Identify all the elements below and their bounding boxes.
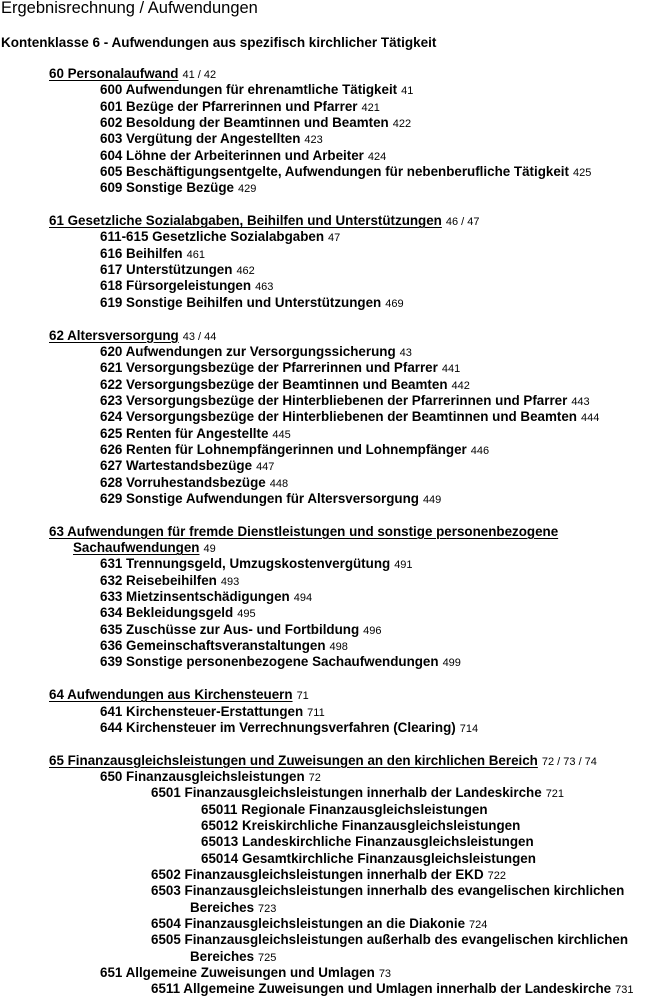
account-entry bbox=[100, 99, 380, 116]
account-label: 628 Vorruhestandsbezüge bbox=[100, 474, 266, 490]
reference-number: 493 bbox=[220, 575, 240, 588]
account-entry bbox=[100, 278, 273, 295]
account-label: 6511 Allgemeine Zuweisungen und Umlagen innerhalb der Landeskirche bbox=[151, 981, 612, 997]
account-entry bbox=[100, 605, 256, 622]
reference-number: 425 bbox=[572, 166, 592, 179]
account-label: 604 Löhne der Arbeiterinnen und Arbeiter bbox=[100, 147, 364, 163]
reference-number: 447 bbox=[256, 461, 275, 474]
reference-number: 71 bbox=[296, 690, 309, 703]
reference-number: 495 bbox=[237, 608, 256, 621]
account-label: 619 Sonstige Beihilfen und Unterstützungen bbox=[100, 294, 382, 310]
account-entry bbox=[100, 491, 441, 508]
account-entry bbox=[100, 246, 205, 263]
account-entry bbox=[151, 932, 628, 948]
account-entry bbox=[190, 949, 276, 966]
account-label: 621 Versorgungsbezüge der Pfarrerinnen und Pfarrer bbox=[100, 360, 438, 376]
account-label: Bereiches bbox=[190, 948, 255, 964]
reference-number: 498 bbox=[329, 641, 348, 654]
account-label: 633 Mietzinsentschädigungen bbox=[100, 589, 290, 605]
account-label: Bereiches bbox=[190, 899, 255, 915]
reference-number: 711 bbox=[307, 706, 325, 719]
account-label: 625 Renten für Angestellte bbox=[100, 425, 269, 441]
reference-number: 422 bbox=[392, 117, 412, 130]
account-entry bbox=[100, 965, 391, 982]
reference-number: 731 bbox=[615, 984, 634, 997]
account-label: 60 Personalaufwand bbox=[49, 66, 179, 81]
reference-number: 449 bbox=[422, 493, 442, 506]
reference-number: 463 bbox=[255, 281, 274, 294]
account-entry bbox=[100, 148, 386, 165]
account-entry bbox=[100, 769, 321, 786]
account-label: 639 Sonstige personenbezogene Sachaufwendungen bbox=[100, 654, 439, 670]
account-class-heading bbox=[49, 66, 216, 83]
account-entry bbox=[100, 704, 325, 721]
reference-number: 722 bbox=[487, 870, 506, 883]
account-label: 618 Fürsorgeleistungen bbox=[100, 278, 252, 294]
reference-number: 442 bbox=[451, 379, 470, 392]
account-entry bbox=[151, 785, 564, 802]
account-entry bbox=[100, 573, 239, 590]
reference-number: 724 bbox=[469, 919, 488, 931]
page-title: Ergebnisrechnung / Aufwendungen bbox=[1, 0, 258, 17]
account-label: 65013 Landeskirchliche Finanzausgleichsleistungen bbox=[201, 834, 534, 850]
reference-number: 446 bbox=[470, 444, 490, 457]
account-label: 616 Beihilfen bbox=[100, 245, 183, 261]
account-label: 65 Finanzausgleichsleistungen und Zuweisungen an den kirchlichen Bereich bbox=[49, 752, 538, 768]
account-label: 600 Aufwendungen für ehrenamtliche Tätigkeit bbox=[100, 82, 398, 98]
reference-number: 714 bbox=[459, 722, 479, 735]
reference-number: 491 bbox=[394, 559, 413, 572]
account-label: 65014 Gesamtkirchliche Finanzausgleichsleistungen bbox=[201, 850, 536, 866]
account-label: 626 Renten für Lohnempfängerinnen und Lohnempfänger bbox=[100, 441, 467, 457]
account-label: 611-615 Gesetzliche Sozialabgaben bbox=[100, 229, 325, 245]
reference-number: 43 / 44 bbox=[182, 330, 217, 343]
reference-number: 72 bbox=[308, 772, 321, 785]
account-entry bbox=[201, 851, 536, 867]
account-label: 65011 Regionale Finanzausgleichsleistungen bbox=[201, 801, 488, 817]
account-label: 624 Versorgungsbezüge der Hinterbliebenen der Beamtinnen und Beamten bbox=[100, 409, 577, 425]
account-label: 6502 Finanzausgleichsleistungen innerhalb der EKD bbox=[151, 867, 484, 883]
account-entry bbox=[100, 164, 591, 181]
account-entry bbox=[190, 900, 276, 917]
account-entry bbox=[100, 115, 411, 132]
account-entry bbox=[100, 426, 291, 443]
account-entry bbox=[100, 458, 274, 475]
reference-number: 421 bbox=[361, 101, 380, 114]
account-label: 601 Bezüge der Pfarrerinnen und Pfarrer bbox=[100, 98, 358, 114]
account-entry bbox=[100, 180, 256, 197]
reference-number: 424 bbox=[367, 150, 387, 163]
reference-number: 721 bbox=[545, 788, 565, 801]
account-label: 632 Reisebeihilfen bbox=[100, 572, 217, 588]
reference-number: 494 bbox=[293, 592, 313, 605]
account-entry bbox=[201, 802, 488, 818]
reference-number: 429 bbox=[237, 183, 257, 196]
account-entry bbox=[100, 475, 288, 492]
reference-number: 41 / 42 bbox=[182, 69, 217, 81]
reference-number: 46 / 47 bbox=[445, 216, 480, 229]
account-entry bbox=[100, 344, 412, 361]
account-label: 61 Gesetzliche Sozialabgaben, Beihilfen und Unterstützungen bbox=[49, 213, 442, 229]
reference-number: 443 bbox=[571, 395, 590, 408]
account-entry bbox=[100, 360, 460, 377]
account-label: 603 Vergütung der Angestellten bbox=[100, 131, 301, 147]
account-entry bbox=[100, 295, 404, 312]
reference-number: 448 bbox=[269, 477, 289, 490]
reference-number: 725 bbox=[258, 951, 277, 964]
account-entry bbox=[151, 981, 633, 998]
account-entry bbox=[100, 442, 489, 459]
account-class-heading bbox=[49, 213, 480, 230]
account-label: 622 Versorgungsbezüge der Beamtinnen und Beamten bbox=[100, 376, 448, 392]
account-entry bbox=[100, 229, 340, 246]
account-entry bbox=[100, 654, 461, 671]
account-label: 634 Bekleidungsgeld bbox=[100, 605, 234, 621]
account-class-heading bbox=[49, 328, 216, 345]
account-label: 617 Unterstützungen bbox=[100, 262, 233, 278]
account-label: 64 Aufwendungen aus Kirchensteuern bbox=[49, 687, 293, 703]
reference-number: 49 bbox=[203, 543, 216, 556]
account-label: 620 Aufwendungen zur Versorgungssicherung bbox=[100, 343, 396, 359]
account-label: 63 Aufwendungen für fremde Dienstleistungen und sonstige personenbezogene bbox=[49, 523, 559, 539]
reference-number: 43 bbox=[399, 346, 412, 359]
account-class-heading bbox=[49, 753, 597, 770]
account-entry bbox=[201, 818, 520, 834]
account-entry bbox=[100, 82, 413, 99]
reference-number: 47 bbox=[328, 232, 341, 245]
account-entry bbox=[100, 589, 312, 606]
account-entry bbox=[100, 377, 470, 394]
reference-number: 445 bbox=[272, 428, 291, 441]
reference-number: 41 bbox=[401, 85, 414, 98]
account-label: 6503 Finanzausgleichsleistungen innerhalb des evangelischen kirchlichen bbox=[151, 883, 625, 899]
account-label: 62 Altersversorgung bbox=[49, 327, 179, 343]
account-label: 605 Beschäftigungsentgelte, Aufwendungen für nebenberufliche Tätigkeit bbox=[100, 163, 569, 179]
account-label: 629 Sonstige Aufwendungen für Altersversorgung bbox=[100, 490, 419, 506]
account-entry bbox=[151, 883, 624, 899]
account-label: 650 Finanzausgleichsleistungen bbox=[100, 769, 305, 785]
account-class-heading bbox=[73, 540, 216, 557]
reference-number: 72 / 73 / 74 bbox=[541, 755, 597, 768]
account-label: 6501 Finanzausgleichsleistungen innerhalb der Landeskirche bbox=[151, 785, 542, 801]
account-class-heading bbox=[49, 687, 309, 704]
account-label: 65012 Kreiskirchliche Finanzausgleichsleistungen bbox=[201, 818, 521, 834]
account-entry bbox=[201, 834, 534, 850]
account-entry bbox=[100, 622, 382, 639]
account-entry bbox=[100, 556, 413, 573]
account-label: 602 Besoldung der Beamtinnen und Beamten bbox=[100, 114, 389, 130]
account-entry bbox=[100, 409, 599, 426]
account-label: 635 Zuschüsse zur Aus- und Fortbildung bbox=[100, 621, 360, 637]
section-subtitle: Kontenklasse 6 - Aufwendungen aus spezifisch kirchlicher Tätigkeit bbox=[1, 35, 437, 50]
reference-number: 496 bbox=[363, 624, 382, 637]
reference-number: 469 bbox=[385, 297, 404, 310]
account-label: 609 Sonstige Bezüge bbox=[100, 180, 234, 196]
account-entry bbox=[100, 638, 348, 655]
reference-number: 73 bbox=[378, 968, 392, 980]
account-class-heading bbox=[49, 524, 558, 540]
account-entry bbox=[151, 867, 506, 884]
account-label: 631 Trennungsgeld, Umzugskostenvergütung bbox=[100, 556, 391, 572]
account-label: Sachaufwendungen bbox=[73, 540, 200, 556]
account-label: 644 Kirchensteuer im Verrechnungsverfahren (Clearing) bbox=[100, 719, 456, 735]
account-label: 636 Gemeinschaftsveranstaltungen bbox=[100, 638, 326, 654]
reference-number: 441 bbox=[441, 363, 461, 376]
reference-number: 723 bbox=[258, 902, 277, 915]
reference-number: 499 bbox=[442, 657, 461, 670]
reference-number: 423 bbox=[304, 134, 323, 147]
account-entry bbox=[151, 916, 487, 933]
account-label: 6505 Finanzausgleichsleistungen außerhalb des evangelischen kirchlichen bbox=[151, 932, 629, 948]
account-label: 623 Versorgungsbezüge der Hinterbliebenen der Pfarrerinnen und Pfarrer bbox=[100, 392, 568, 408]
reference-number: 461 bbox=[186, 248, 205, 261]
account-label: 651 Allgemeine Zuweisungen und Umlagen bbox=[100, 965, 375, 980]
account-label: 641 Kirchensteuer-Erstattungen bbox=[100, 703, 304, 719]
account-label: 627 Wartestandsbezüge bbox=[100, 458, 253, 474]
reference-number: 462 bbox=[236, 265, 255, 278]
account-label: 6504 Finanzausgleichsleistungen an die Diakonie bbox=[151, 916, 466, 931]
reference-number: 444 bbox=[580, 412, 600, 425]
account-entry bbox=[100, 131, 323, 148]
account-entry bbox=[100, 720, 478, 737]
account-entry bbox=[100, 262, 255, 279]
account-entry bbox=[100, 393, 590, 410]
